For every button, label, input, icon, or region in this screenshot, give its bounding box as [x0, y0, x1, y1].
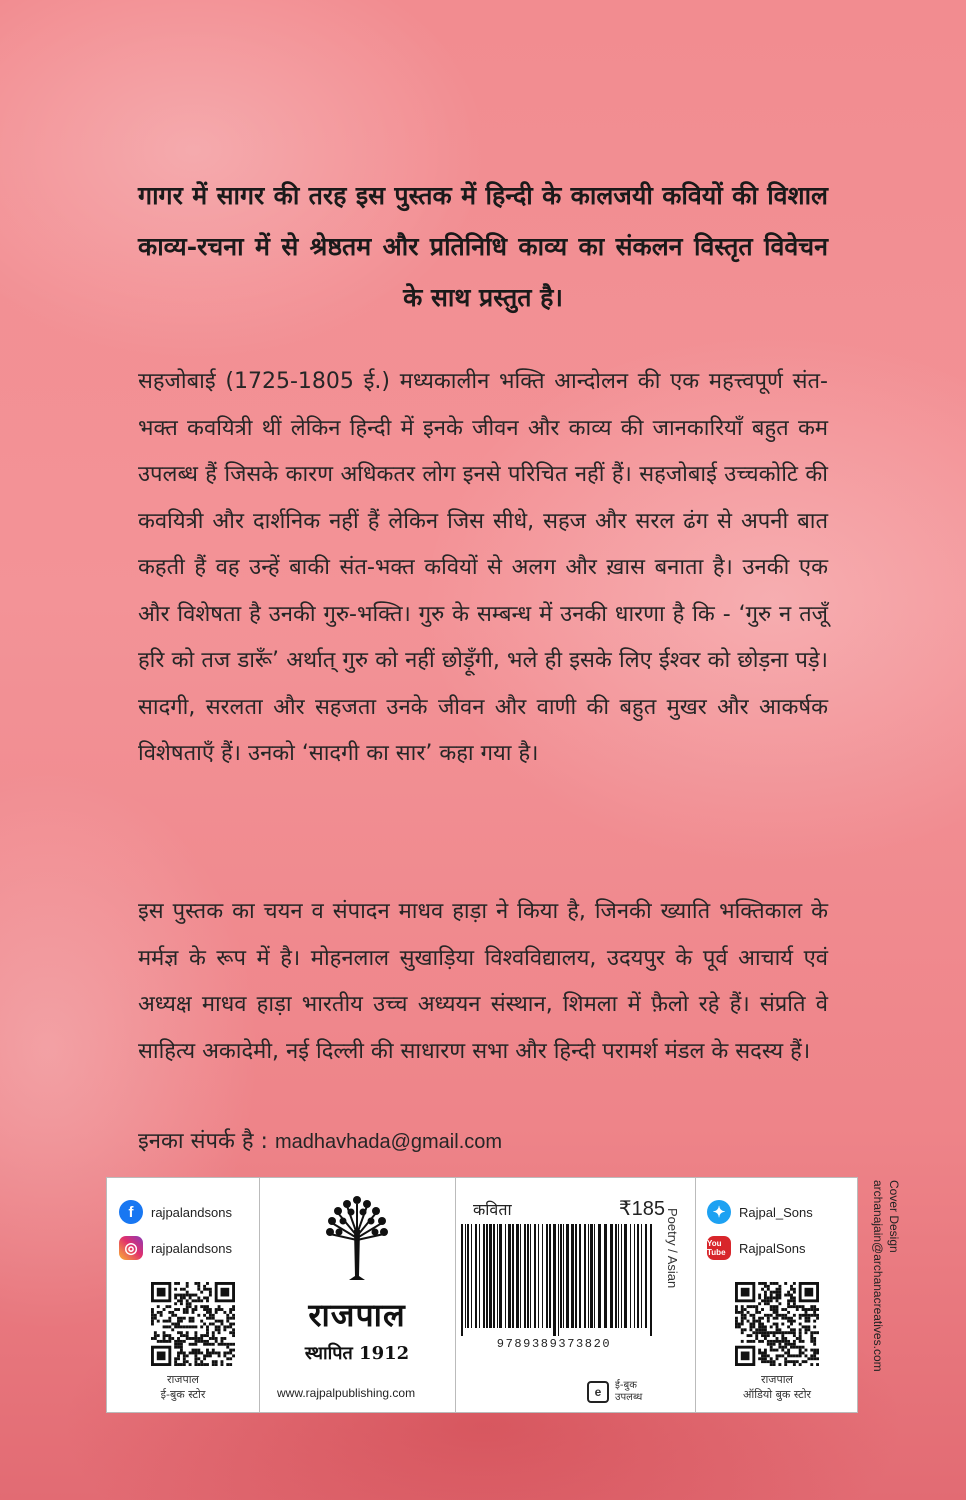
instagram-link[interactable] [119, 1236, 232, 1260]
audio-store-line1: राजपाल [760, 1373, 794, 1386]
ebook-store-qr-code[interactable] [151, 1282, 235, 1366]
facebook-icon: f [119, 1200, 143, 1224]
ebook-badge-line1: ई-बुक [615, 1380, 637, 1391]
youtube-icon: You Tube [707, 1236, 731, 1260]
isbn-barcode [455, 1224, 655, 1336]
credit-line2: archanajain@archanacreatives.com [871, 1180, 885, 1372]
genre-label: कविता [473, 1200, 512, 1219]
barcode-column [455, 1178, 696, 1412]
contact-line [138, 1124, 502, 1160]
facebook-handle: rajpalandsons [151, 1204, 232, 1220]
tree-logo-icon [323, 1190, 391, 1282]
instagram-handle: rajpalandsons [151, 1240, 232, 1256]
website-link[interactable]: www.rajpalpublishing.com [277, 1386, 416, 1400]
ebook-available-badge [587, 1380, 642, 1404]
social-column-right [695, 1178, 859, 1412]
category-label: Poetry / Asian [665, 1208, 680, 1289]
credit-line1: Cover Design [887, 1180, 901, 1253]
twitter-handle: Rajpal_Sons [739, 1204, 813, 1220]
price-label: ₹185 [618, 1198, 665, 1220]
isbn-number: 9789389373820 [496, 1337, 612, 1351]
ebook-store-caption [107, 1372, 259, 1402]
ebook-icon: e [587, 1381, 609, 1403]
twitter-link[interactable] [707, 1200, 813, 1224]
ebook-badge-line2: उपलब्ध [615, 1392, 643, 1403]
cover-design-credit [870, 1180, 902, 1372]
audio-store-caption [695, 1372, 859, 1402]
brand-column [259, 1178, 456, 1412]
ebook-store-line2: ई-बुक स्टोर [160, 1388, 206, 1401]
social-column-left [107, 1178, 260, 1412]
audio-store-line2: ऑडियो बुक स्टोर [742, 1388, 812, 1401]
contact-label: इनका संपर्क है : [138, 1129, 268, 1154]
youtube-link[interactable] [707, 1236, 806, 1260]
ebook-store-line1: राजपाल [166, 1373, 200, 1386]
brand-established: स्थापित 1912 [304, 1343, 410, 1364]
intro-blurb: गागर में सागर की तरह इस पुस्तक में हिन्दी के कालजयी कवियों की विशाल काव्य-रचना में से श्रेष्ठतम और प्रतिनिधि काव्य का संकलन विस्तृत विवेचन के साथ प्रस्तुत है। [138, 181, 828, 312]
youtube-handle: RajpalSons [739, 1240, 806, 1256]
publisher-panel [106, 1177, 858, 1413]
author-description: सहजोबाई (1725-1805 ई.) मध्यकालीन भक्ति आन्दोलन की एक महत्त्वपूर्ण संत-भक्त कवयित्री थीं लेकिन हिन्दी में इनके जीवन और काव्य की जानकारियाँ बहुत कम उपलब्ध हैं जिसके कारण अधिकतर लोग इनसे परिचित नहीं हैं। सहजोबाई उच्चकोटि की कवयित्री और दार्शनिक नहीं हैं लेकिन जिस सीधे, सहज और सरल ढंग से अपनी बात कहती हैं वह उन्हें बाकी संत-भक्त कवियों से अलग और ख़ास बनाता है। उनकी एक और विशेषता है उनकी गुरु-भक्ति। गुरु के सम्बन्ध में उनकी धारणा है कि - ‘गुरु न तजूँ हरि को तज डारूँ’ अर्थात् गुरु को नहीं छोड़ूँगी, भले ही इसके लिए ईश्वर को छोड़ना पड़े। सादगी, सरलता और सहजता उनके जीवन और वाणी की बहुत मुखर और आकर्षक विशेषताएँ हैं। उनको ‘सादगी का सार’ कहा गया है। [138, 369, 828, 766]
editor-description: इस पुस्तक का चयन व संपादन माधव हाड़ा ने किया है, जिनकी ख्याति भक्तिकाल के मर्मज्ञ के रूप में है। मोहनलाल सुखाड़िया विश्वविद्यालय, उदयपुर के पूर्व आचार्य एवं अध्यक्ष माधव हाड़ा भारतीय उच्च अध्ययन संस्थान, शिमला में फ़ैलो रहे हैं। संप्रति वे साहित्य अकादेमी, नई दिल्ली की साधारण सभा और हिन्दी परामर्श मंडल के सदस्य हैं। [138, 899, 828, 1064]
audio-store-qr-code[interactable] [735, 1282, 819, 1366]
contact-email[interactable]: madhavhada@gmail.com [274, 1131, 503, 1153]
brand-name: राजपाल [308, 1296, 406, 1334]
twitter-icon: ✦ [707, 1200, 731, 1224]
instagram-icon: ◎ [119, 1236, 143, 1260]
facebook-link[interactable] [119, 1200, 232, 1224]
